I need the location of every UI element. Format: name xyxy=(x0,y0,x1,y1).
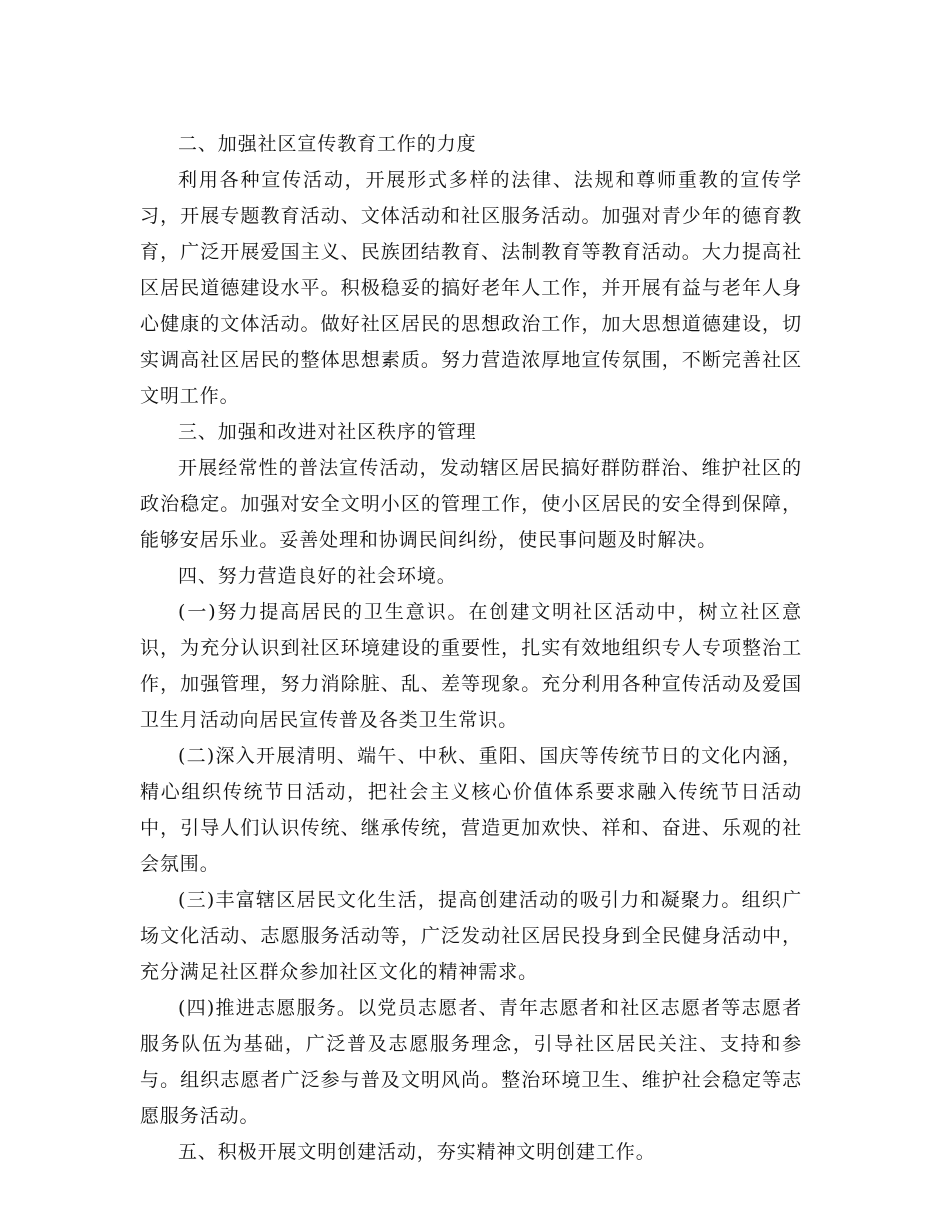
section-heading-5: 五、积极开展文明创建活动，夯实精神文明创建工作。 xyxy=(178,1141,656,1163)
paragraph-community-order: 开展经常性的普法宣传活动，发动辖区居民搞好群防群治、维护社区的政治稳定。加强对安全文明小区的管理工作，使小区居民的安全得到保障，能够安居乐业。妥善处理和协调民间纠纷，使民事问题及时解决。 xyxy=(140,457,802,551)
paragraph-item-1-hygiene: (一)努力提高居民的卫生意识。在创建文明社区活动中，树立社区意识，为充分认识到社区环境建设的重要性，扎实有效地组织专人专项整治工作，加强管理，努力消除脏、乱、差等现象。充分利用各种宣传活动及爱国卫生月活动向居民宣传普及各类卫生常识。 xyxy=(140,601,802,731)
paragraph-propaganda-education: 利用各种宣传活动，开展形式多样的法律、法规和尊师重教的宣传学习，开展专题教育活动、文体活动和社区服务活动。加强对青少年的德育教育，广泛开展爱国主义、民族团结教育、法制教育等教育活动。大力提高社区居民道德建设水平。积极稳妥的搞好老年人工作，并开展有益与老年人身心健康的文体活动。做好社区居民的思想政治工作，加大思想道德建设，切实调高社区居民的整体思想素质。努力营造浓厚地宣传氛围，不断完善社区文明工作。 xyxy=(140,169,802,407)
section-heading-3: 三、加强和改进对社区秩序的管理 xyxy=(178,421,477,443)
section-heading-4: 四、努力营造良好的社会环境。 xyxy=(178,565,457,587)
paragraph-item-2-festivals: (二)深入开展清明、端午、中秋、重阳、国庆等传统节日的文化内涵，精心组织传统节日活动，把社会主义核心价值体系要求融入传统节日活动中，引导人们认识传统、继承传统，营造更加欢快、祥和、奋进、乐观的社会氛围。 xyxy=(140,745,802,875)
section-heading-2: 二、加强社区宣传教育工作的力度 xyxy=(178,133,477,155)
paragraph-item-3-culture: (三)丰富辖区居民文化生活，提高创建活动的吸引力和凝聚力。组织广场文化活动、志愿服务活动等，广泛发动社区居民投身到全民健身活动中，充分满足社区群众参加社区文化的精神需求。 xyxy=(140,889,802,983)
document-body xyxy=(140,126,802,1170)
paragraph-item-4-volunteer: (四)推进志愿服务。以党员志愿者、青年志愿者和社区志愿者等志愿者服务队伍为基础，广泛普及志愿服务理念，引导社区居民关注、支持和参与。组织志愿者广泛参与普及文明风尚。整治环境卫生、维护社会稳定等志愿服务活动。 xyxy=(140,997,802,1127)
